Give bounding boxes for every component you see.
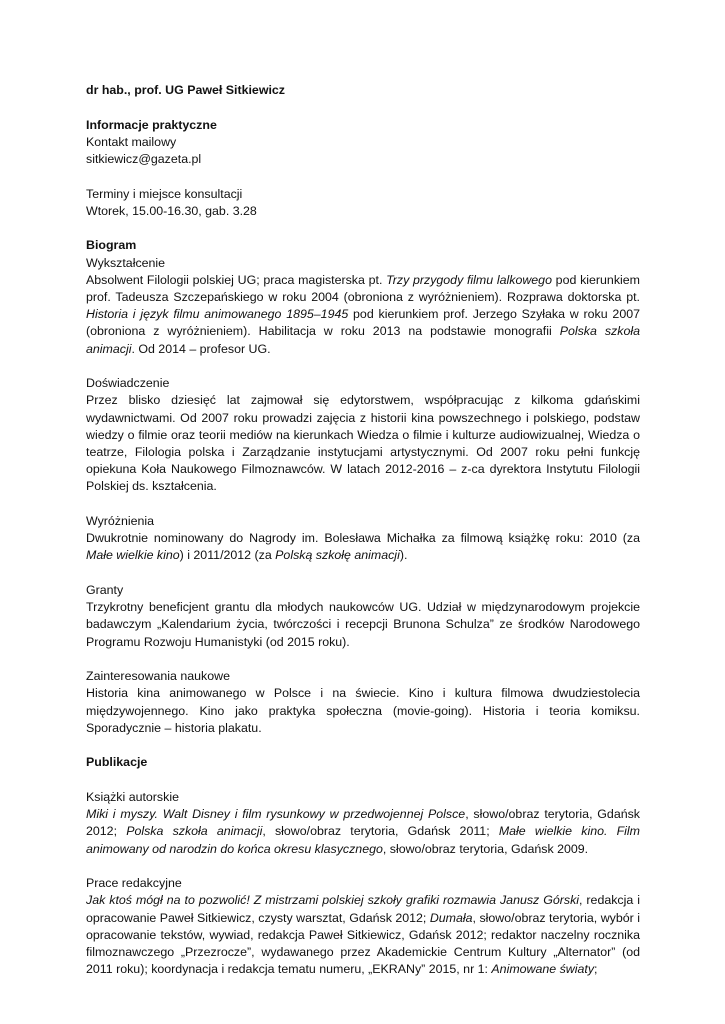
awards-text: Dwukrotnie nominowany do Nagrody im. Bolesława Michałka za filmową książkę roku: 2010 (za Małe wielkie kino) i 2011/2012 (za Polską szkołę animacji). [86, 531, 640, 563]
education-text: Absolwent Filologii polskiej UG; praca magisterska pt. Trzy przygody filmu lalkowego pod kierunkiem prof. Tadeusza Szczepańskiego w roku 2004 (obroniona z wyróżnieniem). Rozprawa doktorska pt. Historia i język filmu animowanego 1895–1945 pod kierunkiem prof. Jerzego Szyłaka w roku 2007 (obroniona z wyróżnieniem). Habilitacja w roku 2013 na podstawie monografii Polska szkoła animacji. Od 2014 – profesor UG. [86, 272, 640, 356]
grants-text: Trzykrotny beneficjent grantu dla młodych naukowców UG. Udział w międzynarodowym projekcie badawczym „Kalendarium życia, twórczości i recepcji Brunona Schulza” ze środków Narodowego Programu Rozwoju Humanistyki (od 2015 roku). [86, 600, 640, 649]
editorial-text: Jak ktoś mógł na to pozwolić! Z mistrzami polskiej szkoły grafiki rozmawia Janusz Górski, redakcja i opracowanie Paweł Sitkiewicz, czysty warsztat, Gdańsk 2012; Dumała, słowo/obraz terytoria, wybór i opracowanie tekstów, wywiad, redakcja Paweł Sitkiewicz, Gdańsk 2012; redaktor naczelny rocznika filmoznawczego „Przezrocze”, wydawanego przez Akademickie Centrum Kultury „Alternator” (od 2011 roku); koordynacja i redakcja tematu numeru, „EKRANy” 2015, nr 1: Animowane światy; [86, 893, 640, 977]
books-label: Książki autorskie [86, 790, 179, 805]
experience-text: Przez blisko dziesięć lat zajmował się edytorstwem, współpracując z kilkoma gdańskimi wydawnictwami. Od 2007 roku prowadzi zajęcia z historii kina powszechnego i polskiego, podstaw wiedzy o filmie oraz teorii mediów na kierunkach Wiedza o filmie i kulturze audiowizualnej, Wiedza o teatrze, Filologia polska i Zarządzanie instytucjami artystycznymi. Od 2007 roku pełni funkcję opiekuna Koła Naukowego Filmoznawców. W latach 2012-2016 – z-ca dyrektora Instytutu Filologii Polskiej ds. kształcenia. [86, 393, 640, 494]
consultation-label: Terminy i miejsce konsultacji [86, 186, 243, 201]
practical-info-heading: Informacje praktyczne [86, 117, 217, 132]
awards-label: Wyróżnienia [86, 514, 155, 529]
biography-heading: Biogram [86, 238, 137, 253]
interests-label: Zainteresowania naukowe [86, 669, 230, 684]
grants-label: Granty [86, 583, 124, 598]
experience-label: Doświadczenie [86, 376, 170, 391]
publications-heading: Publikacje [86, 755, 148, 770]
consultation-hours: Wtorek, 15.00-16.30, gab. 3.28 [86, 203, 257, 218]
author-name: dr hab., prof. UG Paweł Sitkiewicz [86, 83, 285, 97]
editorial-label: Prace redakcyjne [86, 876, 182, 891]
contact-label: Kontakt mailowy [86, 134, 177, 149]
email-address: sitkiewicz@gazeta.pl [86, 152, 202, 166]
document-page [86, 82, 640, 978]
books-text: Miki i myszy. Walt Disney i film rysunkowy w przedwojennej Polsce, słowo/obraz terytoria, Gdańsk 2012; Polska szkoła animacji, słowo/obraz terytoria, Gdańsk 2011; Małe wielkie kino. Film animowany od narodzin do końca okresu klasycznego, słowo/obraz terytoria, Gdańsk 2009. [86, 807, 640, 856]
education-label: Wykształcenie [86, 255, 166, 270]
interests-text: Historia kina animowanego w Polsce i na świecie. Kino i kultura filmowa dwudziestolecia międzywojennego. Kino jako praktyka społeczna (movie-going). Historia i teoria komiksu. Sporadycznie – historia plakatu. [86, 686, 640, 735]
